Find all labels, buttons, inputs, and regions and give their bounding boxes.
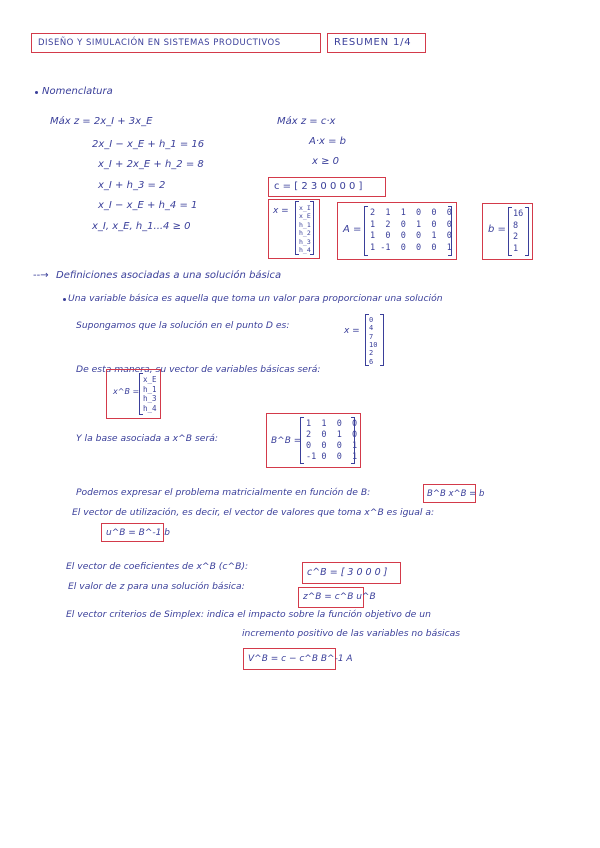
def-utilization: El vector de utilización, es decir, el vector de valores que toma x^B es igual a:	[72, 507, 435, 518]
matrix-constraint: A·x = b	[309, 136, 347, 147]
matrix-form: B^B x^B = b	[427, 489, 485, 499]
xB-entry: h_1	[143, 384, 157, 394]
x-entry: h_3	[299, 237, 311, 246]
document-title: DISEÑO Y SIMULACIÓN EN SISTEMAS PRODUCTIVOS	[38, 38, 281, 48]
c-vector: c = [ 2 3 0 0 0 0 ]	[274, 181, 363, 192]
x-entry: h_4	[299, 246, 311, 254]
matrix-objective: Máx z = c·x	[277, 116, 336, 127]
B-row: 1 1 0 0	[306, 419, 358, 429]
B-label: B^B =	[271, 436, 302, 446]
b-entry: 2	[513, 232, 519, 242]
constraint-1: 2x_I − x_E + h_1 = 16	[92, 139, 205, 150]
constraint-3: x_I + h_3 = 2	[98, 180, 166, 191]
A-row: 1 0 0 0 1 0	[370, 231, 452, 241]
x-label: x =	[273, 206, 289, 216]
xD-bracket-right	[380, 314, 384, 366]
nonnegativity: x_I, x_E, h_1...4 ≥ 0	[92, 221, 191, 232]
arrow-icon: --→	[33, 270, 49, 281]
def-cost-coefficients: El vector de coeficientes de x^B (c^B):	[66, 561, 249, 572]
simplex-formula: V^B = c − c^B B^-1 A	[248, 654, 353, 664]
def-z-value: El valor de z para una solución básica:	[68, 581, 245, 592]
xD-entry: 2	[369, 349, 374, 358]
def-simplex-criteria: El vector criterios de Simplex: indica el impacto sobre la función objetivo de un	[66, 609, 431, 620]
A-row: 1 -1 0 0 0 1	[370, 242, 452, 253]
xD-entry: 10	[369, 340, 378, 349]
section-heading-definiciones: Definiciones asociadas a una solución básica	[56, 270, 282, 281]
B-bracket-left	[300, 417, 304, 464]
utilization-formula: u^B = B^-1 b	[106, 528, 170, 538]
constraint-2: x_I + 2x_E + h_2 = 8	[98, 159, 204, 170]
xD-label: x =	[344, 326, 360, 336]
B-row: 2 0 1 0	[306, 430, 358, 440]
constraint-4: x_I − x_E + h_4 = 1	[98, 200, 198, 211]
b-label: b =	[488, 224, 506, 235]
b-bracket-left	[508, 207, 512, 256]
A-row: 1 2 0 1 0 0	[370, 219, 452, 230]
xB-label: x^B =	[113, 387, 140, 396]
def-simplex-criteria-cont: incremento positivo de las variables no básicas	[242, 628, 461, 639]
section-heading-nomenclatura: Nomenclatura	[42, 86, 113, 97]
def-basic-variable: Una variable básica es aquella que toma un valor para proporcionar una solución	[68, 293, 443, 304]
x-entry: x_E	[299, 212, 311, 221]
page-label: RESUMEN 1/4	[334, 37, 412, 48]
xB-entry: x_E	[143, 375, 157, 384]
objective-equation: Máx z = 2x_I + 3x_E	[50, 116, 153, 127]
B-row: -1 0 0 1	[306, 452, 358, 462]
x-entry: h_2	[299, 229, 311, 238]
A-label: A =	[343, 224, 362, 235]
b-entry: 16	[513, 209, 524, 219]
bullet	[35, 91, 38, 94]
z-formula: z^B = c^B u^B	[303, 592, 376, 602]
bullet	[63, 298, 66, 301]
b-bracket-right	[525, 207, 529, 256]
cost-vector: c^B = [ 3 0 0 0 ]	[307, 567, 388, 578]
A-row: 2 1 1 0 0 0	[370, 208, 452, 218]
def-basis: Y la base asociada a x^B será:	[76, 433, 218, 444]
xB-entry: h_3	[143, 394, 157, 403]
xD-entry: 6	[369, 357, 374, 366]
A-bracket-left	[364, 206, 368, 256]
B-row: 0 0 0 1	[306, 441, 358, 451]
xD-entry: 7	[369, 332, 374, 341]
b-entry: 1	[513, 243, 519, 254]
def-point-D: Supongamos que la solución en el punto D es:	[76, 320, 290, 331]
x-entry: h_1	[299, 220, 311, 229]
b-entry: 8	[513, 220, 519, 231]
xD-entry: 4	[369, 324, 374, 333]
def-matrix-form: Podemos expresar el problema matricialmente en función de B:	[76, 487, 371, 498]
xD-entry: 0	[369, 316, 374, 324]
xB-entry: h_4	[143, 403, 157, 413]
def-basic-vector: De esta manera, su vector de variables básicas será:	[76, 364, 321, 375]
matrix-nonneg: x ≥ 0	[312, 156, 340, 167]
x-entry: x_I	[299, 204, 311, 212]
